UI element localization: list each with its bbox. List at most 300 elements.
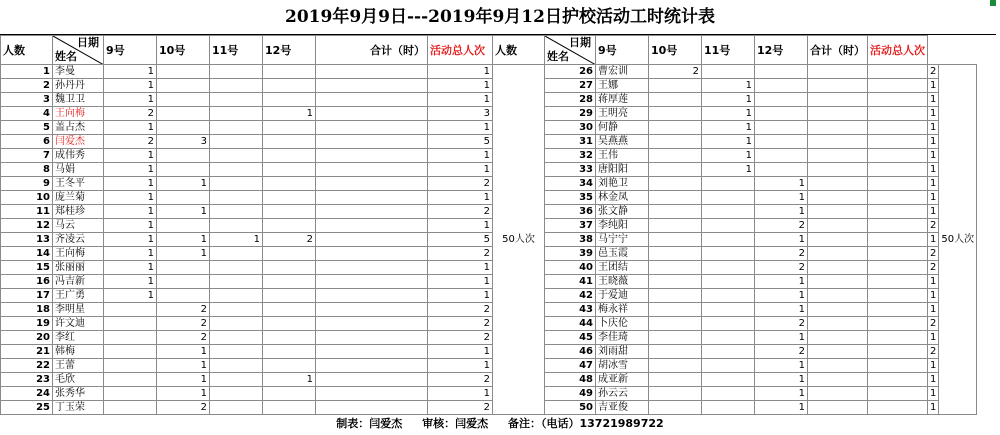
hours-d4	[808, 303, 868, 317]
hours-d3	[210, 65, 263, 79]
total-hours: 1	[428, 275, 493, 289]
hours-d1	[649, 205, 702, 219]
hours-d1	[649, 289, 702, 303]
hours-d2: 1	[157, 387, 210, 401]
hours-d1	[649, 177, 702, 191]
hours-d3: 1	[755, 177, 808, 191]
hours-d4	[808, 387, 868, 401]
person-name: 成伟秀	[53, 149, 104, 163]
blank-cell	[868, 191, 928, 205]
hours-d3	[210, 205, 263, 219]
hours-d4	[808, 289, 868, 303]
hours-d1	[104, 303, 157, 317]
hours-d3: 1	[755, 205, 808, 219]
person-name: 邑玉霞	[596, 247, 649, 261]
blank-cell	[868, 219, 928, 233]
total-hours: 2	[428, 303, 493, 317]
hours-d2: 1	[702, 135, 755, 149]
blank-cell	[868, 359, 928, 373]
row-number: 37	[545, 219, 596, 233]
blank-cell	[868, 345, 928, 359]
table-row	[1, 303, 977, 317]
hours-d3: 1	[755, 275, 808, 289]
hours-d2	[702, 261, 755, 275]
hours-d4	[263, 247, 316, 261]
row-number: 32	[545, 149, 596, 163]
row-number: 7	[1, 149, 53, 163]
hours-d4	[808, 247, 868, 261]
total-hours: 2	[428, 205, 493, 219]
person-name: 王明亮	[596, 107, 649, 121]
blank-cell	[316, 331, 428, 345]
person-name: 刘艳卫	[596, 177, 649, 191]
person-name: 马宁宁	[596, 233, 649, 247]
table-row	[1, 79, 977, 93]
total-hours: 1	[928, 331, 939, 345]
hours-d4	[263, 65, 316, 79]
hours-d1	[649, 331, 702, 345]
person-name: 王晓薇	[596, 275, 649, 289]
hours-d1: 1	[104, 261, 157, 275]
hours-d4	[263, 289, 316, 303]
total-hours: 1	[428, 191, 493, 205]
blank-cell	[316, 107, 428, 121]
hours-d4	[263, 359, 316, 373]
total-hours: 1	[928, 387, 939, 401]
hours-d3	[755, 149, 808, 163]
hours-d3	[210, 163, 263, 177]
hours-d2	[157, 65, 210, 79]
hours-d3: 1	[755, 191, 808, 205]
person-name: 何静	[596, 121, 649, 135]
hours-d1	[649, 107, 702, 121]
hours-d3: 2	[755, 247, 808, 261]
table-row	[1, 93, 977, 107]
total-hours: 1	[428, 121, 493, 135]
row-number: 14	[1, 247, 53, 261]
hours-d2	[157, 289, 210, 303]
table-row	[1, 149, 977, 163]
hours-d3	[210, 135, 263, 149]
row-number: 18	[1, 303, 53, 317]
table-row	[1, 65, 977, 79]
row-number: 23	[1, 373, 53, 387]
person-name: 于爱迪	[596, 289, 649, 303]
header-date-name-right	[545, 36, 596, 65]
person-name: 魏卫卫	[53, 93, 104, 107]
hours-d2: 2	[157, 401, 210, 415]
hours-d4	[263, 163, 316, 177]
row-number: 39	[545, 247, 596, 261]
table-row	[1, 345, 977, 359]
table-row	[1, 219, 977, 233]
row-number: 46	[545, 345, 596, 359]
person-name: 蒋厚莲	[596, 93, 649, 107]
hours-d3	[755, 135, 808, 149]
blank-cell	[316, 135, 428, 149]
hours-d4	[263, 401, 316, 415]
row-number: 47	[545, 359, 596, 373]
row-number: 19	[1, 317, 53, 331]
blank-cell	[868, 303, 928, 317]
hours-d2	[702, 233, 755, 247]
hours-d2	[702, 205, 755, 219]
page-title: 2019年9月9日---2019年9月12日护校活动工时统计表	[285, 7, 715, 27]
blank-cell	[316, 65, 428, 79]
hours-d2: 1	[157, 359, 210, 373]
hours-d2	[157, 93, 210, 107]
hours-d1	[104, 317, 157, 331]
person-name: 李曼	[53, 65, 104, 79]
blank-cell	[868, 373, 928, 387]
hours-d4	[263, 387, 316, 401]
person-name: 曹宏训	[596, 65, 649, 79]
hours-d2	[702, 247, 755, 261]
person-name: 孙丹丹	[53, 79, 104, 93]
total-hours: 2	[428, 247, 493, 261]
row-number: 49	[545, 387, 596, 401]
hours-d1	[649, 191, 702, 205]
hours-d3: 1	[755, 387, 808, 401]
blank-cell	[316, 345, 428, 359]
hours-d3: 1	[755, 233, 808, 247]
header-day-11-left: 11号	[210, 36, 263, 65]
total-hours: 1	[928, 289, 939, 303]
hours-d4	[808, 93, 868, 107]
row-number: 35	[545, 191, 596, 205]
hours-d2	[702, 373, 755, 387]
hours-d2: 1	[157, 247, 210, 261]
person-name: 林金凤	[596, 191, 649, 205]
total-hours: 1	[928, 205, 939, 219]
header-total-right: 合计（时）	[808, 36, 868, 65]
hours-d4	[263, 93, 316, 107]
hours-d3	[210, 219, 263, 233]
hours-d4	[808, 233, 868, 247]
hours-d2	[702, 303, 755, 317]
hours-d2	[702, 289, 755, 303]
header-count-left: 活动总人次	[428, 36, 493, 65]
hours-d4	[263, 149, 316, 163]
blank-cell	[316, 93, 428, 107]
total-hours: 1	[928, 373, 939, 387]
hours-d3: 2	[755, 317, 808, 331]
hours-d1	[649, 121, 702, 135]
total-hours: 2	[928, 345, 939, 359]
blank-cell	[868, 79, 928, 93]
total-hours: 1	[928, 275, 939, 289]
row-number: 50	[545, 401, 596, 415]
blank-cell	[316, 261, 428, 275]
hours-d1: 1	[104, 93, 157, 107]
total-hours: 2	[928, 65, 939, 79]
person-name: 孙云云	[596, 387, 649, 401]
header-date-label: 日期	[569, 36, 591, 49]
total-hours: 1	[928, 233, 939, 247]
hours-d3	[755, 65, 808, 79]
summary-count-right: 50人次	[939, 65, 977, 415]
hours-d4	[263, 345, 316, 359]
total-hours: 1	[928, 121, 939, 135]
hours-d4	[263, 317, 316, 331]
hours-d2: 2	[157, 317, 210, 331]
row-number: 24	[1, 387, 53, 401]
hours-d1: 1	[104, 177, 157, 191]
row-number: 31	[545, 135, 596, 149]
table-row	[1, 163, 977, 177]
hours-d4	[808, 275, 868, 289]
blank-cell	[868, 289, 928, 303]
hours-d1: 1	[104, 149, 157, 163]
row-number: 25	[1, 401, 53, 415]
person-name: 毛欣	[53, 373, 104, 387]
hours-d4	[263, 135, 316, 149]
hours-d1	[649, 261, 702, 275]
hours-d2	[157, 107, 210, 121]
blank-cell	[868, 387, 928, 401]
hours-d4	[808, 317, 868, 331]
hours-d3	[210, 191, 263, 205]
hours-d4	[808, 359, 868, 373]
table-row	[1, 107, 977, 121]
hours-d4: 2	[263, 233, 316, 247]
table-row	[1, 233, 977, 247]
hours-d3	[210, 107, 263, 121]
blank-cell	[316, 163, 428, 177]
blank-cell	[868, 275, 928, 289]
hours-d3: 1	[755, 359, 808, 373]
total-hours: 1	[928, 107, 939, 121]
person-name: 唐阳阳	[596, 163, 649, 177]
blank-cell	[868, 401, 928, 415]
hours-d2	[157, 261, 210, 275]
header-day-10-right: 10号	[649, 36, 702, 65]
total-hours: 1	[928, 401, 939, 415]
row-number: 45	[545, 331, 596, 345]
row-number: 33	[545, 163, 596, 177]
person-name: 冯吉新	[53, 275, 104, 289]
row-number: 48	[545, 373, 596, 387]
hours-d2: 1	[702, 107, 755, 121]
row-number: 3	[1, 93, 53, 107]
hours-d1	[649, 135, 702, 149]
total-hours: 1	[428, 163, 493, 177]
hours-d4	[808, 205, 868, 219]
hours-d1	[649, 233, 702, 247]
total-hours: 1	[928, 163, 939, 177]
row-number: 15	[1, 261, 53, 275]
hours-d1	[649, 303, 702, 317]
person-name: 李红	[53, 331, 104, 345]
header-renshu-left: 人数	[1, 36, 53, 65]
hours-d1	[649, 275, 702, 289]
table-row	[1, 135, 977, 149]
header-date-label: 日期	[77, 36, 99, 49]
table-row	[1, 261, 977, 275]
hours-d3	[210, 149, 263, 163]
hours-d4	[808, 65, 868, 79]
row-number: 44	[545, 317, 596, 331]
hours-d4	[808, 121, 868, 135]
hours-d2	[702, 345, 755, 359]
hours-d1	[649, 401, 702, 415]
hours-d1: 1	[104, 247, 157, 261]
total-hours: 1	[928, 93, 939, 107]
hours-d4	[808, 107, 868, 121]
hours-d3: 1	[755, 303, 808, 317]
person-name: 李佳琦	[596, 331, 649, 345]
hours-d2	[157, 79, 210, 93]
hours-d3	[210, 93, 263, 107]
hours-d1	[649, 387, 702, 401]
hours-d1	[104, 345, 157, 359]
hours-d1: 1	[104, 79, 157, 93]
blank-cell	[868, 233, 928, 247]
total-hours: 1	[928, 303, 939, 317]
row-number: 4	[1, 107, 53, 121]
blank-cell	[316, 79, 428, 93]
row-number: 6	[1, 135, 53, 149]
row-number: 43	[545, 303, 596, 317]
hours-d2: 2	[157, 303, 210, 317]
hours-d1	[649, 79, 702, 93]
table-row	[1, 177, 977, 191]
person-name: 郑桂珍	[53, 205, 104, 219]
hours-d4	[263, 121, 316, 135]
hours-d4	[263, 177, 316, 191]
person-name: 王广勇	[53, 289, 104, 303]
table-row	[1, 373, 977, 387]
hours-d4	[808, 163, 868, 177]
person-name: 庞兰菊	[53, 191, 104, 205]
total-hours: 1	[928, 135, 939, 149]
total-hours: 1	[428, 289, 493, 303]
blank-cell	[868, 331, 928, 345]
hours-d1: 2	[104, 135, 157, 149]
hours-d2: 1	[702, 79, 755, 93]
footer-maker: 制表：闫爱杰	[336, 417, 403, 430]
hours-d2: 1	[157, 233, 210, 247]
hours-d4	[808, 345, 868, 359]
total-hours: 2	[428, 317, 493, 331]
hours-d3	[210, 261, 263, 275]
hours-d1	[104, 359, 157, 373]
hours-d4	[808, 373, 868, 387]
hours-d3	[755, 121, 808, 135]
hours-d2: 1	[157, 205, 210, 219]
row-number: 9	[1, 177, 53, 191]
blank-cell	[316, 289, 428, 303]
hours-d4	[263, 275, 316, 289]
hours-d1	[649, 93, 702, 107]
total-hours: 1	[428, 345, 493, 359]
hours-d2	[702, 177, 755, 191]
row-number: 40	[545, 261, 596, 275]
header-name-label: 姓名	[55, 50, 77, 63]
hours-d2: 1	[702, 121, 755, 135]
table-row	[1, 275, 977, 289]
hours-d2: 3	[157, 135, 210, 149]
blank-cell	[868, 177, 928, 191]
row-number: 27	[545, 79, 596, 93]
hours-d2	[702, 359, 755, 373]
table-row	[1, 359, 977, 373]
hours-d2	[157, 163, 210, 177]
hours-d2	[157, 149, 210, 163]
summary-count-left: 50人次	[493, 65, 545, 415]
blank-cell	[868, 135, 928, 149]
hours-d1: 1	[104, 205, 157, 219]
hours-d1	[649, 149, 702, 163]
row-number: 8	[1, 163, 53, 177]
hours-d1: 1	[104, 219, 157, 233]
hours-d2	[157, 121, 210, 135]
blank-cell	[316, 359, 428, 373]
person-name: 齐凌云	[53, 233, 104, 247]
total-hours: 2	[428, 177, 493, 191]
hours-d2: 2	[157, 331, 210, 345]
hours-d2: 1	[702, 163, 755, 177]
header-total-left: 合计（时）	[316, 36, 428, 65]
total-hours: 2	[928, 219, 939, 233]
blank-cell	[868, 317, 928, 331]
table-row	[1, 121, 977, 135]
row-number: 5	[1, 121, 53, 135]
total-hours: 1	[428, 387, 493, 401]
blank-cell	[868, 93, 928, 107]
hours-d3: 1	[755, 373, 808, 387]
total-hours: 2	[428, 331, 493, 345]
hours-d3: 1	[210, 233, 263, 247]
hours-d1	[649, 219, 702, 233]
hours-d3: 2	[755, 219, 808, 233]
hours-d2	[702, 219, 755, 233]
hours-d4	[263, 191, 316, 205]
hours-d3	[210, 177, 263, 191]
hours-d1	[649, 317, 702, 331]
hours-d2	[157, 219, 210, 233]
person-name: 吴燕燕	[596, 135, 649, 149]
person-name: 王蕾	[53, 359, 104, 373]
table-row	[1, 191, 977, 205]
row-number: 1	[1, 65, 53, 79]
hours-d4	[263, 331, 316, 345]
header-day-9-left: 9号	[104, 36, 157, 65]
row-number: 16	[1, 275, 53, 289]
hours-d3	[210, 345, 263, 359]
hours-d4	[263, 303, 316, 317]
hours-d2	[702, 387, 755, 401]
total-hours: 1	[428, 359, 493, 373]
hours-d2	[702, 191, 755, 205]
hours-d2	[157, 275, 210, 289]
hours-d1: 1	[104, 289, 157, 303]
hours-d3	[755, 79, 808, 93]
header-renshu-right: 人数	[493, 36, 545, 65]
person-name: 梅永祥	[596, 303, 649, 317]
row-number: 42	[545, 289, 596, 303]
hours-d3	[210, 79, 263, 93]
total-hours: 5	[428, 233, 493, 247]
hours-d3	[210, 247, 263, 261]
footer-note: 备注：（电话）13721989722	[507, 417, 664, 430]
hours-d1: 1	[104, 275, 157, 289]
person-name: 张丽丽	[53, 261, 104, 275]
row-number: 29	[545, 107, 596, 121]
hours-d3	[210, 303, 263, 317]
hours-d1: 2	[104, 107, 157, 121]
footer	[0, 414, 1000, 434]
